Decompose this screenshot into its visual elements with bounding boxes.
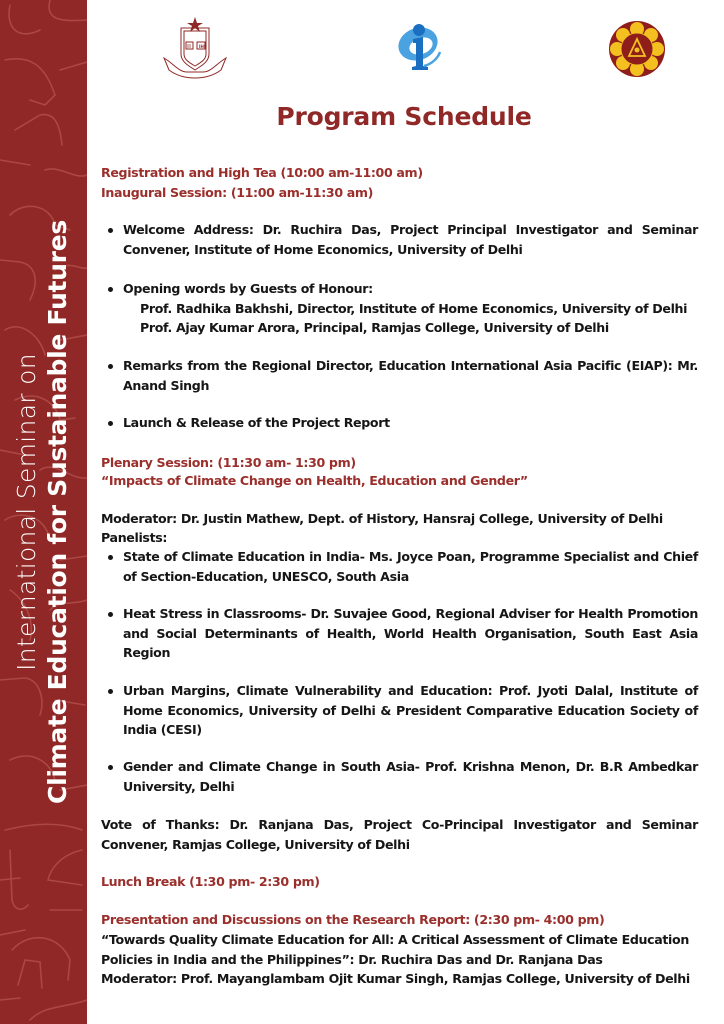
guest-2: Prof. Ajay Kumar Arora, Principal, Ramjas College, University of Delhi bbox=[140, 320, 609, 335]
presentation-moderator: Moderator: Prof. Mayanglambam Ojit Kumar Singh, Ramjas College, University of Delhi bbox=[101, 971, 690, 986]
presentation-heading: Presentation and Discussions on the Research Report: (2:30 pm- 4:00 pm) bbox=[101, 912, 605, 927]
panelists-label: Panelists: bbox=[101, 530, 168, 545]
panelist-item: Urban Margins, Climate Vulnerability and Education: Prof. Jyoti Dalal, Institute of Home Economics, University of Delhi & President Comparative Education Society of India (CESI) bbox=[101, 681, 698, 740]
registration-heading: Registration and High Tea (10:00 am-11:00 am) bbox=[101, 165, 423, 180]
panelist-item: Gender and Climate Change in South Asia- Prof. Krishna Menon, Dr. B.R Ambedkar University, Delhi bbox=[101, 757, 698, 796]
inaugural-item-welcome: Welcome Address: Dr. Ruchira Das, Project Principal Investigator and Seminar Convener, Institute of Home Economics, University of Delhi bbox=[101, 220, 698, 259]
plenary-session-heading: Plenary Session: (11:30 am- 1:30 pm) bbox=[101, 455, 356, 470]
lunch-break: Lunch Break (1:30 pm- 2:30 pm) bbox=[101, 874, 320, 889]
bullet-icon bbox=[108, 287, 113, 292]
seminar-title-line2: Climate Education for Sustainable Futures bbox=[43, 220, 72, 804]
ihe-crest-logo-icon bbox=[159, 14, 231, 82]
panelist-item: State of Climate Education in India- Ms. Joyce Poan, Programme Specialist and Chief of Section-Education, UNESCO, South Asia bbox=[101, 547, 698, 586]
bullet-icon bbox=[108, 555, 113, 560]
vote-of-thanks: Vote of Thanks: Dr. Ranjana Das, Project Co-Principal Investigator and Seminar Convener, Ramjas College, University of Delhi bbox=[101, 817, 698, 852]
bullet-icon bbox=[108, 612, 113, 617]
plenary-theme: “Impacts of Climate Change on Health, Education and Gender” bbox=[101, 473, 528, 488]
plenary-moderator: Moderator: Dr. Justin Mathew, Dept. of History, Hansraj College, University of Delhi bbox=[101, 511, 663, 526]
inaugural-item-guests: Opening words by Guests of Honour: Prof. Radhika Bakhshi, Director, Institute of Home Economics, University of Delhi Prof. Ajay Kumar Arora, Principal, Ramjas College, University of Delhi bbox=[101, 279, 698, 338]
inaugural-session-heading: Inaugural Session: (11:00 am-11:30 am) bbox=[101, 185, 374, 200]
guest-1: Prof. Radhika Bakhshi, Director, Institute of Home Economics, University of Delhi bbox=[140, 300, 688, 316]
presentation-title: “Towards Quality Climate Education for All: A Critical Assessment of Climate Education Policies in India and the Philippines”: Dr. Ruchira Das and Dr. Ranjana Das bbox=[101, 932, 689, 967]
education-international-logo-icon bbox=[394, 22, 444, 74]
inaugural-item-launch: Launch & Release of the Project Report bbox=[101, 413, 698, 433]
sidebar-banner bbox=[0, 0, 87, 1024]
ramjas-college-emblem-icon bbox=[608, 20, 666, 78]
logo-row bbox=[87, 0, 724, 95]
bullet-icon bbox=[108, 421, 113, 426]
bullet-icon bbox=[108, 228, 113, 233]
page-title: Program Schedule bbox=[276, 102, 532, 131]
seminar-title-line1: International Seminar on bbox=[12, 353, 41, 671]
panelist-item: Heat Stress in Classrooms- Dr. Suvajee Good, Regional Adviser for Health Promotion and Social Determinants of Health, World Health Organisation, South East Asia Region bbox=[101, 604, 698, 663]
seminar-title-vertical bbox=[12, 132, 74, 892]
bullet-icon bbox=[108, 689, 113, 694]
bullet-icon bbox=[108, 364, 113, 369]
inaugural-item-remarks: Remarks from the Regional Director, Education International Asia Pacific (EIAP): Mr. Anand Singh bbox=[101, 356, 698, 395]
bullet-icon bbox=[108, 765, 113, 770]
svg-text:IHE: IHE bbox=[199, 44, 207, 49]
